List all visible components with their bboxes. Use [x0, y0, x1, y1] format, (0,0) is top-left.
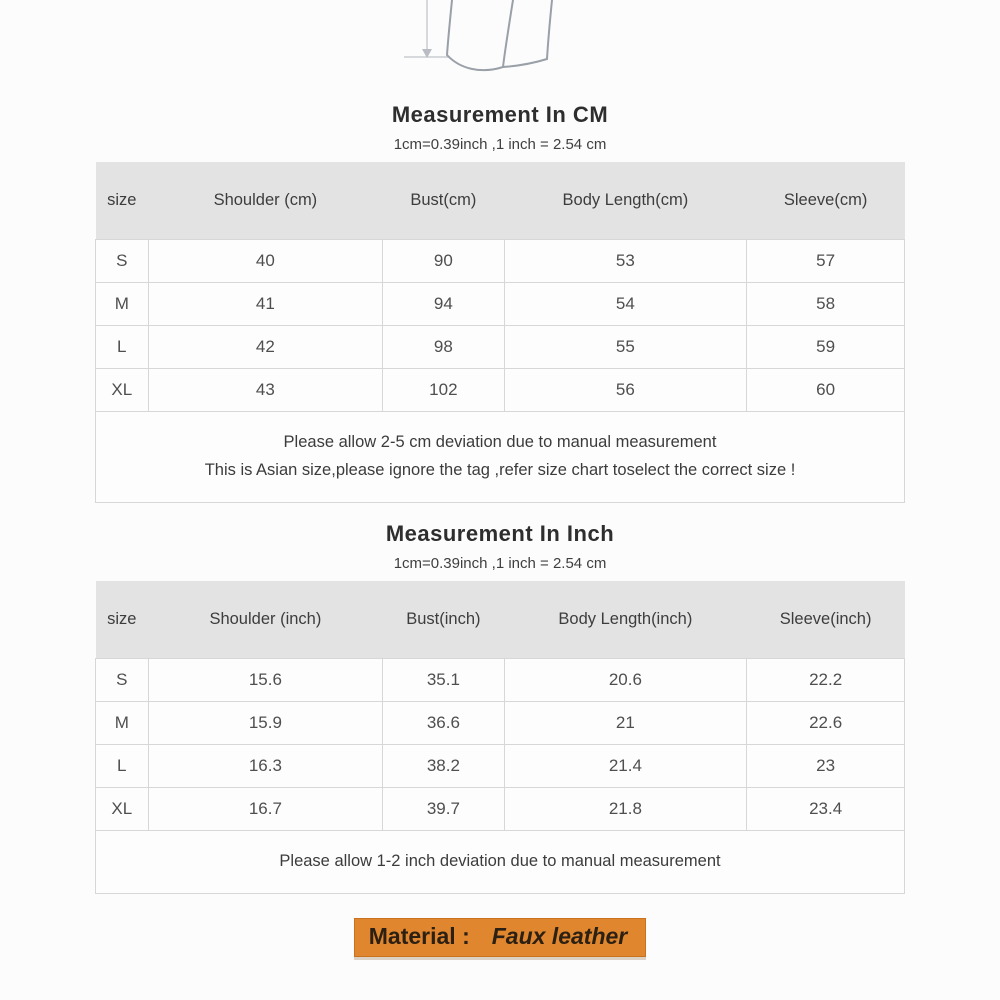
cm-subtitle: 1cm=0.39inch ,1 inch = 2.54 cm: [393, 136, 607, 153]
cm-notes: [96, 412, 905, 503]
cm-xl-body-length: 56: [504, 369, 747, 412]
table-row: [96, 240, 905, 283]
inch-m-size: M: [96, 702, 149, 745]
cm-s-bust: 90: [383, 240, 504, 283]
cm-section: [0, 102, 1000, 503]
cm-s-body-length: 53: [504, 240, 747, 283]
inch-xl-shoulder: 16.7: [148, 788, 383, 831]
cm-title: Measurement In CM: [391, 102, 609, 127]
inch-s-body-length: 20.6: [504, 659, 747, 702]
inch-notes-row: [96, 831, 905, 894]
cm-xl-size: XL: [96, 369, 149, 412]
material-value: Faux leather: [491, 923, 628, 949]
garment-outline: [447, 0, 552, 70]
cm-header-shoulder: Shoulder (cm): [148, 162, 383, 240]
inch-m-shoulder: 15.9: [148, 702, 383, 745]
inch-s-bust: 35.1: [383, 659, 504, 702]
cm-header-row: [96, 162, 905, 240]
inch-l-body-length: 21.4: [504, 745, 747, 788]
inch-header-shoulder: Shoulder (inch): [148, 581, 383, 659]
cm-s-size: S: [96, 240, 149, 283]
table-row: [96, 788, 905, 831]
table-row: [96, 702, 905, 745]
inch-xl-body-length: 21.8: [504, 788, 747, 831]
inch-s-shoulder: 15.6: [148, 659, 383, 702]
cm-xl-bust: 102: [383, 369, 504, 412]
cm-header-sleeve: Sleeve(cm): [747, 162, 905, 240]
cm-xl-shoulder: 43: [148, 369, 383, 412]
inch-l-shoulder: 16.3: [148, 745, 383, 788]
inch-table: [95, 581, 905, 894]
cm-m-bust: 94: [383, 283, 504, 326]
cm-m-sleeve: 58: [747, 283, 905, 326]
cm-l-size: L: [96, 326, 149, 369]
inch-s-sleeve: 22.2: [747, 659, 905, 702]
table-row: [96, 745, 905, 788]
table-row: [96, 326, 905, 369]
cm-note-deviation: Please allow 2-5 cm deviation due to manual measurement: [283, 433, 717, 451]
inch-m-body-length: 21: [504, 702, 747, 745]
inch-xl-sleeve: 23.4: [747, 788, 905, 831]
inch-header-bust: Bust(inch): [383, 581, 504, 659]
dimension-line: [404, 0, 450, 57]
inch-xl-bust: 39.7: [383, 788, 504, 831]
inch-header-row: [96, 581, 905, 659]
cm-s-shoulder: 40: [148, 240, 383, 283]
inch-l-sleeve: 23: [747, 745, 905, 788]
cm-header-body-length: Body Length(cm): [504, 162, 747, 240]
table-row: [96, 659, 905, 702]
cm-table: [95, 162, 905, 503]
cm-note-asian-size: This is Asian size,please ignore the tag ,refer size chart toselect the correct size !: [204, 461, 796, 479]
cm-m-body-length: 54: [504, 283, 747, 326]
material-bar: [354, 918, 646, 957]
table-row: [96, 283, 905, 326]
inch-subtitle: 1cm=0.39inch ,1 inch = 2.54 cm: [393, 555, 607, 572]
inch-notes: [96, 831, 905, 894]
inch-s-size: S: [96, 659, 149, 702]
inch-m-bust: 36.6: [383, 702, 504, 745]
cm-notes-row: [96, 412, 905, 503]
cm-m-size: M: [96, 283, 149, 326]
material-section: [0, 918, 1000, 957]
inch-title: Measurement In Inch: [385, 521, 615, 546]
cm-header-bust: Bust(cm): [383, 162, 504, 240]
cm-l-sleeve: 59: [747, 326, 905, 369]
material-label: Material :: [368, 923, 470, 949]
inch-header-size: size: [96, 581, 149, 659]
cm-s-sleeve: 57: [747, 240, 905, 283]
cm-header-size: size: [96, 162, 149, 240]
inch-xl-size: XL: [96, 788, 149, 831]
cm-l-body-length: 55: [504, 326, 747, 369]
cm-m-shoulder: 41: [148, 283, 383, 326]
inch-note-deviation: Please allow 1-2 inch deviation due to manual measurement: [279, 852, 721, 870]
cm-xl-sleeve: 60: [747, 369, 905, 412]
garment-sketch: [0, 0, 1000, 92]
inch-l-bust: 38.2: [383, 745, 504, 788]
cm-l-bust: 98: [383, 326, 504, 369]
inch-m-sleeve: 22.6: [747, 702, 905, 745]
inch-section: [0, 521, 1000, 894]
inch-header-sleeve: Sleeve(inch): [747, 581, 905, 659]
table-row: [96, 369, 905, 412]
inch-header-body-length: Body Length(inch): [504, 581, 747, 659]
inch-l-size: L: [96, 745, 149, 788]
cm-l-shoulder: 42: [148, 326, 383, 369]
